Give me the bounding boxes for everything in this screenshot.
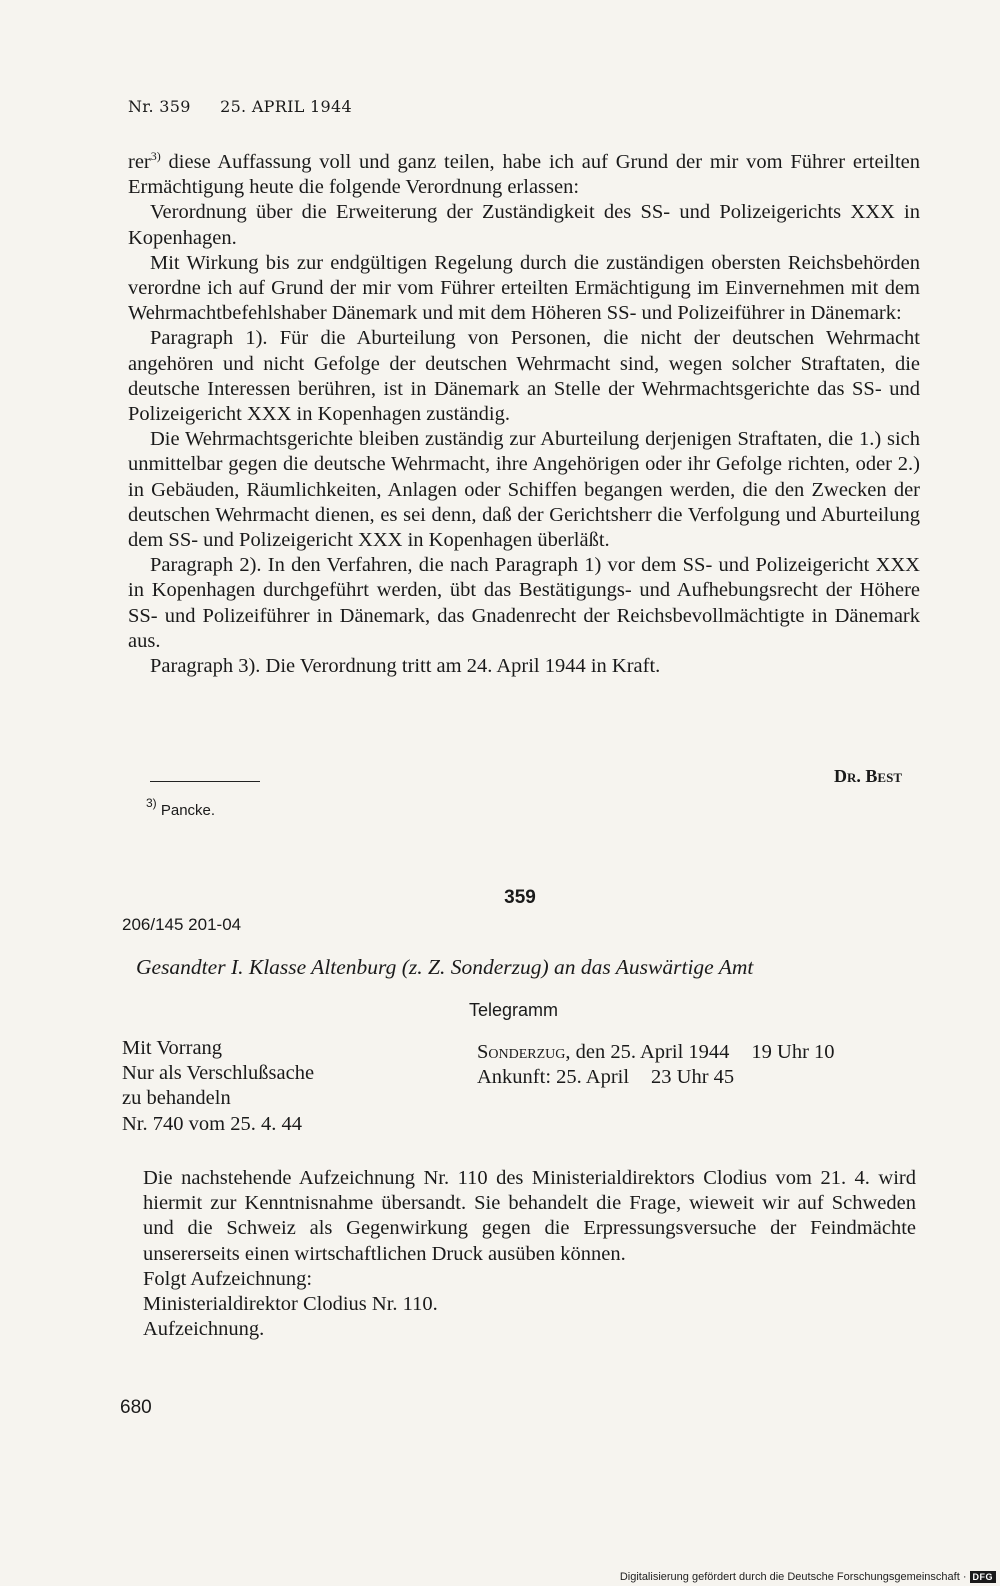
telegram-body (143, 1166, 916, 1342)
telegram-dispatch-info (477, 1040, 835, 1090)
dispatch-time: 19 Uhr 10 (751, 1041, 835, 1063)
telegram-paragraph-1: Die nachstehende Aufzeichnung Nr. 110 des Ministerialdirektors Clodius vom 21. 4. wird hiermit zur Kenntnisnahme übersandt. Sie behandelt die Frage, wieweit wir auf Schweden und die Schweiz als Gegenwirkung gegen die Erpressungsversuche der Feindmächte unsererseits einen wirtschaftlichen Druck ausüben können. (143, 1167, 916, 1265)
dfg-logo: DFG (970, 1571, 997, 1583)
arrival-label: Ankunft: 25. April (477, 1066, 630, 1089)
arrival-line (477, 1065, 835, 1090)
paragraph-3: Mit Wirkung bis zur endgültigen Regelung durch die zuständigen obersten Reichsbehörden verordne ich auf Grund der mir vom Führer erteilten Ermächtigung im Einvernehmen mit dem Wehrmachtbefehlshaber Dänemark und mit dem Höheren SS- und Polizeiführer in Dänemark: (128, 251, 920, 325)
footnote-marker: 3) (146, 796, 157, 810)
signature: Dr. Best (834, 766, 902, 786)
footnote (146, 796, 216, 819)
archive-reference: 206/145 201-04 (122, 915, 242, 934)
classification-line-cont: zu behandeln (122, 1087, 231, 1110)
page-number: 680 (120, 1397, 152, 1418)
telegram-paragraph-3: Ministerialdirektor Clodius Nr. 110. (143, 1293, 438, 1316)
running-header (128, 97, 352, 116)
footnote-divider (150, 781, 260, 782)
dispatch-place: Sonderzug (477, 1041, 566, 1063)
previous-document-body (128, 150, 920, 679)
footnote-ref[interactable]: 3) (150, 149, 161, 163)
footnote-text: Pancke. (160, 802, 216, 819)
credit-text: Digitalisierung gefördert durch die Deutsche Forschungsgemeinschaft · (619, 1571, 967, 1583)
dispatch-line (477, 1040, 835, 1065)
telegram-paragraph-2: Folgt Aufzeichnung: (143, 1267, 313, 1290)
arrival-time: 23 Uhr 45 (651, 1066, 735, 1089)
header-doc-number: Nr. 359 (128, 97, 191, 116)
document-title: Gesandter I. Klasse Altenburg (z. Z. Sonderzug) an das Auswärtige Amt (136, 955, 754, 979)
digitization-credit (620, 1571, 996, 1583)
header-date: 25. APRIL 1944 (220, 97, 352, 116)
paragraph-4: Paragraph 1). Für die Aburteilung von Personen, die nicht der deutschen Wehrmacht angehören und nicht Gefolge der deutschen Wehrmacht sind, wegen solcher Straftaten, die deutsche Interessen berühren, ist in Dänemark an Stelle der Wehrmachtsgerichte das SS- und Polizeigericht XXX in Kopenhagen zuständig. (128, 327, 920, 426)
paragraph-6: Paragraph 2). In den Verfahren, die nach Paragraph 1) vor dem SS- und Polizeigericht XXX in Kopenhagen durchgeführt werden, übt das Bestätigungs- und Aufhebungsrecht der Höhere SS- und Polizeiführer in Dänemark, das Gnadenrecht der Reichsbevollmächtigte in Dänemark aus. (128, 554, 920, 652)
document-type: Telegramm (469, 1000, 559, 1020)
document-number: 359 (504, 887, 536, 908)
telegram-paragraph-4: Aufzeichnung. (143, 1318, 265, 1341)
priority-line: Mit Vorrang (122, 1037, 223, 1059)
dispatch-date: , den 25. April 1944 (565, 1041, 730, 1063)
paragraph-1: rer$^{3)}$ diese Auffassung voll und ganz teilen, habe ich auf Grund der mir vom Führer erteilten Ermächtigung heute die folgende Verordnung erlassen: (128, 149, 920, 199)
classification-line: Nur als Verschlußsache (122, 1062, 315, 1085)
paragraph-7: Paragraph 3). Die Verordnung tritt am 24. April 1944 in Kraft. (150, 655, 661, 678)
paragraph-5: Die Wehrmachtsgerichte bleiben zuständig zur Aburteilung derjenigen Straftaten, die 1.) sich unmittelbar gegen die deutsche Wehrmacht, ihre Angehörigen oder ihr Gefolge richten, oder 2.) in Gebäuden, Räumlichkeiten, Anlagen oder Schiffen begangen werden, die den Zwecken der deutschen Wehrmacht dienen, es sei denn, daß der Gerichtsherr die Verfolgung und Aburteilung dem SS- und Polizeigericht XXX in Kopenhagen überläßt. (128, 428, 920, 552)
paragraph-2: Verordnung über die Erweiterung der Zuständigkeit des SS- und Polizeigerichts XXX in Kopenhagen. (128, 201, 920, 249)
telegram-number: Nr. 740 vom 25. 4. 44 (122, 1112, 302, 1135)
telegram-classification (122, 1036, 314, 1137)
